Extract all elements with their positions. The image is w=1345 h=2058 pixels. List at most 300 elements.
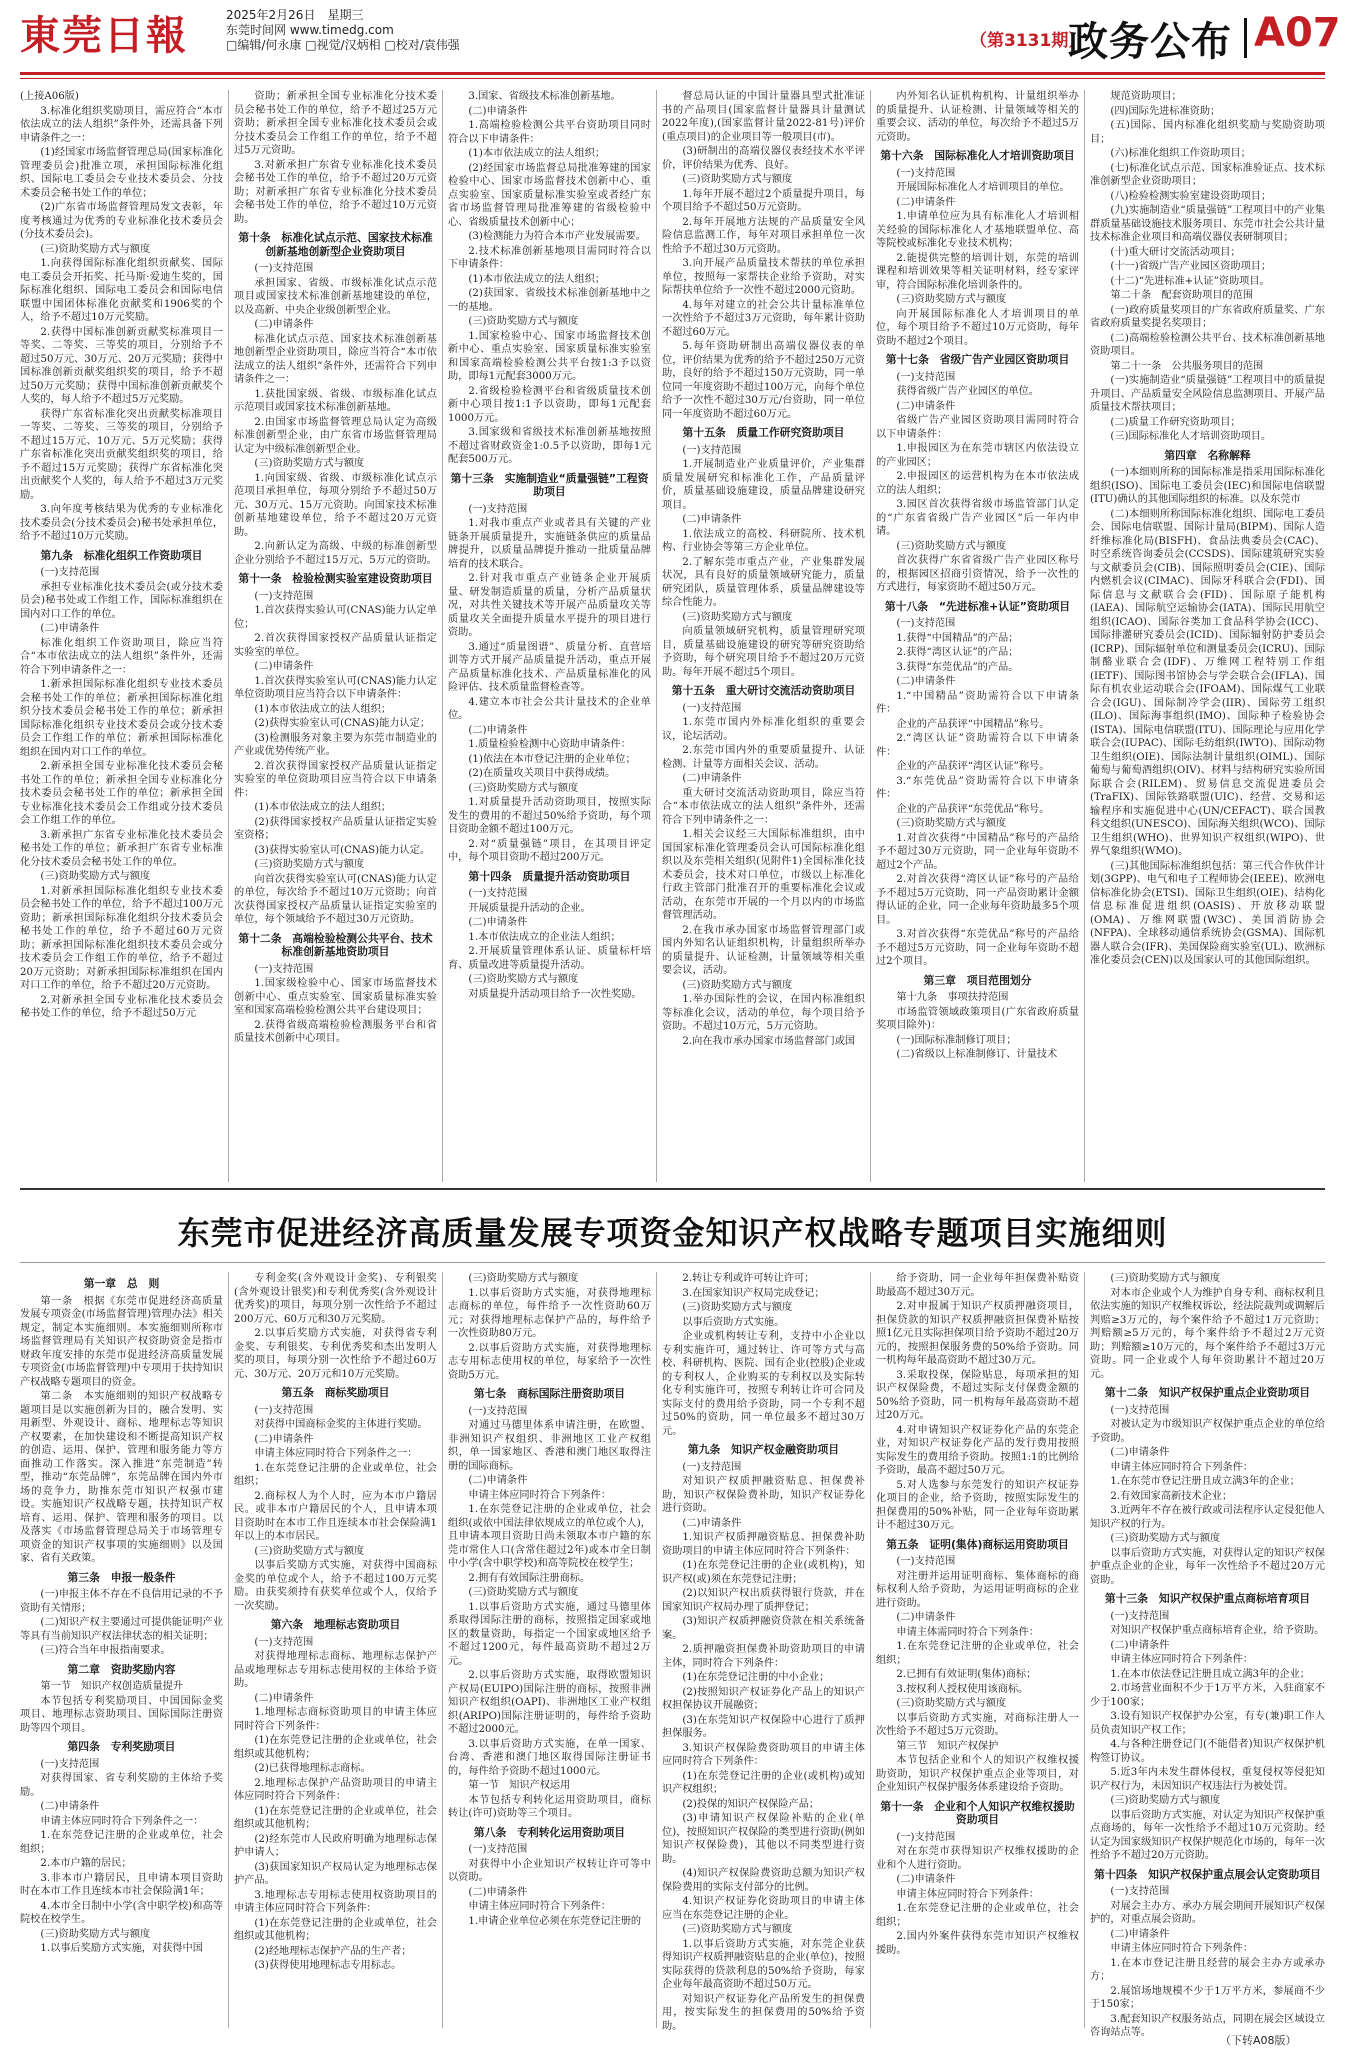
- top-column-2: [234, 90, 437, 1182]
- paragraph: 申请主体需同时符合下列条件：: [896, 1626, 1040, 1638]
- clause-heading: 第三条 申报一般条件: [67, 1570, 176, 1584]
- paragraph: 对获得国家、省专利奖励的主体给予奖励。: [20, 1773, 223, 1798]
- paragraph: 1.东莞市国内外标准化组织的重要会议，论坛活动。: [662, 717, 865, 742]
- paragraph: (2)按照知识产权证券化产品上的知识产权担保协议开展融资；: [662, 1686, 865, 1711]
- website[interactable]: 东莞时间网 www.timedg.com: [226, 23, 394, 37]
- paragraph: 1.以事后资助方式实施，对东莞企业获得知识产权质押融资贴息的企业(单位)，按照实际获得的贷款利息的50%给予资助，每家企业每年最高资助不超过50万元。: [662, 1938, 865, 1990]
- paragraph: 第二十条 配套资助项目的范围: [1110, 290, 1254, 301]
- paragraph: 1.申请企业单位必须在东莞登记注册的: [468, 1915, 642, 1927]
- paragraph: 2.首次获得国家授权产品质量认证指定实验室的单位资助项目应当符合以下申请条件：: [234, 760, 437, 799]
- paragraph: 1.在东莞登记注册的企业或单位，社会组织(或依中国法律依规成立的单位或个人)，且申请本项目资助日尚未领取本市户籍的东莞市常住人口(含常住超过2年)或本市全日制中小学(含中职学校)和高等院校在校学生；: [448, 1504, 651, 1569]
- paragraph: (三)其他国际标准组织包括：第三代合作伙伴计划(3GPP)、电气和电子工程师协会(IEEE)、欧洲电信标准化协会(ETSI)、国际卫生组织(OIE)、结构化信息标准促进组织(OASIS)、开放移动联盟(OMA)、万维网联盟(W3C)、美国消防协会(NFPA)、全球移动通信系统协会(GSMA)、国际机器人联合会(IFR)、美国保险商实验室(UL)、欧洲标准化委员会(CEN)以及国家认可的其他国际组织。: [1090, 860, 1325, 966]
- paragraph: 2.有效国家高新技术企业；: [1110, 1490, 1233, 1502]
- clause-heading: 第十一条 检验检测实验室建设资助项目: [238, 572, 433, 585]
- paragraph: (2)经地理标志保护产品的生产者；: [254, 1945, 412, 1957]
- paragraph: 2.在我市承办国家市场监督管理部门或国内外知名认证组织机构，计量组织所举办的质量提升、认证检测，计量领域等相关重要会议，活动。: [662, 924, 865, 976]
- paragraph: 2.针对我市重点产业链条企业开展质量、研发制造质量的质量，分析产品质量状况，对共性关键技术等开展产品质量攻关等质量攻关全面提升质量水平提升的项目进行资助。: [448, 573, 651, 638]
- paragraph: 2.获得中国标准创新贡献奖标准项目一等奖、二等奖、三等奖的项目，分别给予不超过50万元、30万元、20万元奖励；获得中国标准创新贡献奖组织奖的项目，给予不超过50万元奖励；获得中国标准创新贡献奖个人奖的，每人给予不超过5万元奖励。: [20, 326, 223, 405]
- clause-heading: 第四条 专利奖励项目: [67, 1740, 176, 1753]
- publish-date: 2025年2月26日 星期三: [226, 8, 364, 22]
- paragraph: (3)获国家知识产权局认定为地理标志保护产品。: [234, 1861, 437, 1886]
- article-column-5: [876, 1272, 1079, 2028]
- headline-divider: [20, 1262, 1325, 1263]
- section-title: 政务公布: [1068, 19, 1232, 65]
- paragraph: (三)资助奖励方式与额度: [1110, 1533, 1221, 1544]
- paragraph: (三)资助奖励方式与额度: [682, 174, 793, 185]
- clause-heading: 第九条 标准化组织工作资助项目: [40, 548, 203, 562]
- paragraph: 1.对首次获得“中国精品”称号的产品给予不超过30万元资助，同一企业每年资助不超过2个产品。: [876, 832, 1079, 871]
- paragraph: (二)申请条件: [896, 676, 956, 687]
- paragraph: 3.近两年不存在被行政或司法程序认定侵犯他人知识产权的行为。: [1090, 1505, 1325, 1530]
- paragraph: 1.首次获得实验认可(CNAS)能力认定单位；: [234, 605, 437, 630]
- paragraph: 2.由国家市场监督管理总局认定为高级标准创新型企业，由广东省市场监督管理局认定为中级标准创新型企业。: [234, 416, 437, 455]
- paragraph: (三)资助奖励方式与额度: [40, 1928, 151, 1940]
- clause-heading: 第九条 知识产权金融资助项目: [687, 1443, 840, 1456]
- paragraph: (2)在质量攻关项目中获得成绩。: [468, 768, 616, 779]
- paragraph: (一)支持范围: [682, 444, 742, 456]
- paragraph: 3.向开展产品质量技术帮扶的单位承担单位，按照每一家帮扶企业给予资助，对实际帮扶单位给予一次性不超过2000元资助。: [662, 258, 865, 296]
- paragraph: (十一)省级广告产业园区资助项目；: [1110, 261, 1272, 272]
- paragraph: 3.通过“质量图谱”、质量分析、直营培训等方式开展产品质量提升活动，重点开展产品质量标准化技术、产品质量标准化的风险评估、技术质量监督检查等。: [448, 641, 651, 693]
- article-headline: 东莞市促进经济高质量发展专项资金知识产权战略专题项目实施细则: [177, 1214, 1168, 1252]
- paragraph: (2)获得国家授权产品质量认证指定实验室资格；: [234, 816, 437, 841]
- paragraph: 对注册并运用证明商标、集体商标的商标权利人给予资助，为运用证明商标的企业进行资助。: [876, 1570, 1079, 1609]
- paragraph: 1.相关会议经三大国际标准组织，由中国国家标准化管理委员会认可国际标准化组织以及东莞相关组织(见附件1)全国标准化技术委员会，技术对口单位，市级以上标准化行政主管部门批准召开的重要标准化会议或活动，在东莞市开展的一个月以内的市场监督管理活动。: [662, 829, 865, 921]
- paragraph: (三)资助奖励方式与额度: [1110, 1273, 1221, 1284]
- article-column-3: [448, 1272, 651, 2028]
- paragraph: 2.国内外案件获得东莞市知识产权维权援助。: [876, 1931, 1079, 1956]
- paragraph: (2)经东莞市人民政府明确为地理标志保护申请人；: [234, 1833, 437, 1858]
- paragraph: 1.申请单位应为具有标准化人才培训相关经验的国际标准化人才基地联盟单位、高等院校或标准化专业技术机构；: [876, 211, 1079, 249]
- paragraph: 对本市企业或个人为维护自身专利、商标权利且依法实施的知识产权维权诉讼，经法院裁判或调解后判赔≥3万元的，每个案件给予不超过1万元资助；判赔额≥5万元的，每个案件给予不超过2万元资助；判赔额≥10万元的，每个案件给予不超过3万元资助。同一企业或个人每年资助累计不超过20万元。: [1090, 1287, 1325, 1380]
- paragraph: (一)支持范围: [896, 618, 956, 629]
- paragraph: (二)申请条件: [1110, 1447, 1170, 1458]
- paragraph: 2.对“质量强链”项目，在其项目评定中，每个项目资助不超过200万元。: [448, 838, 651, 863]
- paragraph: 1.对我市重点产业或者具有关键的产业链条开展质量提升，实施链条供应的质量品牌提升，以质量品牌提升推动一批质量品牌培育的技术联合。: [448, 518, 651, 570]
- paragraph: 资助；新承担全国专业标准化分技术委员会秘书处工作的单位，给予不超过25万元资助；新承担全国专业标准化技术委员会或分技术委员会工作组工作的单位，给予不超过5万元资助。: [234, 91, 437, 156]
- paragraph: (一)支持范围: [40, 567, 100, 578]
- paragraph: (1)在东莞登记注册的企业(或机构)，知识产权(或)须在东莞登记注册；: [662, 1560, 865, 1585]
- paragraph: 本节包括企业和个人的知识产权维权援助资助，知识产权保护重点企业等项目，对企业知识产权保护服务体系建设给予资助。: [876, 1755, 1079, 1793]
- paragraph: 第一条 根据《东莞市促进经济高质量发展专项资金(市场监督管理)管理办法》相关规定，制定本实施细则。本实施细则所称市场监督管理局有关知识产权资助资金是指市财政年度安排的东莞市促进经济高质量发展专项资金(市场监督管理)中专项用于扶持知识产权战略专题项目的资金。: [20, 1295, 223, 1388]
- paragraph: 1.申报园区为在东莞市辖区内依法设立的产业园区；: [876, 443, 1079, 468]
- paragraph: 3.在国家知识产权局完成登记；: [682, 1287, 825, 1299]
- paragraph: (九)实施制造业“质量强链”工程项目中的产业集群质量基础设施技术服务项目、东莞市社会公共计量技术标准企业项目和高端仪器仪表研制项目；: [1090, 205, 1325, 243]
- paragraph: (二)申请条件: [254, 319, 314, 330]
- paragraph: (三)资助奖励方式与额度: [1110, 1795, 1221, 1806]
- paragraph: 2.开展质量管理体系认证、质量标杆培育、质量改进等质量提升活动。: [448, 946, 651, 971]
- paragraph: 1.在本市依法登记注册且成立满3年的企业；: [1110, 1668, 1310, 1680]
- column-divider: [656, 1272, 657, 2028]
- paragraph: 3.向年度考核结果为优秀的专业标准化技术委员会(分技术委员会)秘书处承担单位，给予不超过10万元奖励。: [20, 504, 223, 542]
- paragraph: 申请主体应同时符合下列条件：: [468, 1901, 612, 1912]
- paragraph: (一)本细则所称的国际标准是指采用国际标准化组织(ISO)、国际电工委员会(IEC)和国际电信联盟(ITU)确认的其他国际组织的标准。以及东莞市: [1090, 467, 1325, 505]
- paragraph: (一)支持范围: [682, 702, 742, 714]
- paragraph: (三)资助奖励方式与额度: [682, 611, 793, 623]
- paragraph: (一)支持范围: [1110, 1610, 1170, 1622]
- top-column-3: [448, 90, 651, 1182]
- column-divider: [442, 90, 443, 1182]
- paragraph: 标准化试点示范、国家技术标准创新基地创新型企业资助项目，除应当符合“本市依法成立的法人组织”条件外，还需符合下列申请条件之一：: [234, 333, 437, 385]
- paragraph: 1.质量检验检测中心资助申请条件：: [468, 739, 631, 750]
- top-rule-thin: [20, 78, 1325, 79]
- paragraph: (1)在东莞登记注册的企业或单位，社会组织或其他机构；: [234, 1917, 437, 1942]
- paragraph: (一)支持范围: [468, 1844, 528, 1855]
- paragraph: (三)资助奖励方式与额度: [40, 243, 151, 255]
- paragraph: 规范资助项目；: [1110, 91, 1182, 102]
- paragraph: (三)资助奖励方式与额度: [896, 294, 1007, 305]
- paragraph: (二)高端检验检测公共平台、技术标准创新基地资助项目。: [1090, 332, 1325, 357]
- paragraph: 第二十一条 公共服务项目的范围: [1110, 360, 1264, 372]
- paragraph: 3.非本市户籍居民，且申请本项目资助时在本市工作且连续本市社会保险满1年；: [20, 1872, 223, 1897]
- paragraph: 1.在东莞登记注册的企业或单位，社会组织；: [234, 1462, 437, 1487]
- paragraph: (1)在东莞登记注册的企业或单位，社会组织或其他机构；: [234, 1805, 437, 1830]
- paragraph: (2)投保的知识产权保险产品；: [682, 1798, 820, 1810]
- paragraph: (1)本市依法成立的法人组织；: [468, 148, 606, 159]
- clause-heading: 第四章 名称解释: [1164, 448, 1251, 462]
- paragraph: 对质量提升活动项目给予一次性奖励。: [468, 988, 642, 1000]
- paragraph: (三)资助奖励方式与额度: [40, 871, 151, 882]
- paragraph: 1.知识产权质押融资贴息、担保费补助资助项目的申请主体应同时符合下列条件：: [662, 1532, 865, 1557]
- clause-heading: 第六条 地理标志资助项目: [270, 1618, 401, 1631]
- paragraph: 1.“中国精品”资助需符合以下申请条件：: [876, 690, 1079, 715]
- paragraph: 专利金奖(含外观设计金奖)、专利银奖(含外观设计银奖)和专利优秀奖(含外观设计优秀奖)的项目，每项分别一次性给予不超过200万元、60万元和30万元奖励。: [234, 1273, 437, 1325]
- paragraph: 本节包括专利转化运用资助项目，商标转让(许可)资助等三个项目。: [448, 1794, 651, 1819]
- paragraph: (一)支持范围: [254, 963, 314, 975]
- paragraph: 1.开展制造业产业质量评价，产业集群质量发展研究和标准化工作，产品质量评价，质量基础设施建设，质量品牌建设研究项目。: [662, 459, 865, 511]
- paragraph: (2)获得实验室认可(CNAS)能力认定；: [254, 718, 431, 729]
- paragraph: (三)资助奖励方式与额度: [896, 818, 1007, 829]
- paragraph: (一)支持范围: [40, 1758, 100, 1770]
- clause-heading: 第十条 标准化试点示范、国家技术标准创新基地创新型企业资助项目: [238, 231, 433, 258]
- paragraph: 2.了解东莞市重点产业，产业集群发展状况，具有良好的质量领域研究能力，质量研究团队，质量管理体系，质量品牌建设等综合性能力。: [662, 556, 865, 608]
- clause-heading: 第八条 专利转化运用资助项目: [473, 1825, 626, 1839]
- paragraph: (2)广东省市场监督管理局发文表彰，年度考核通过为优秀的专业标准化技术委员会(分技术委员会)。: [20, 202, 223, 240]
- paragraph: 申请主体应同时符合下列条件之一：: [40, 1815, 204, 1827]
- paragraph: 1.以事后资助方式实施，对获得地理标志商标的单位，每件给予一次性资助60万元；对获得地理标志保护产品的，每件给予一次性资助80万元。: [448, 1287, 651, 1339]
- paragraph: (1)在东莞登记注册的中小企业；: [682, 1672, 830, 1683]
- paragraph: 2.以事后奖励方式实施，对获得省专利金奖、专利银奖、专利优秀奖和杰出发明人奖的项目，每项分别一次性给予不超过60万元、30万元、20万元和10万元奖励。: [234, 1328, 437, 1380]
- paragraph: 企业的产品获评“湾区认证”称号。: [896, 761, 1050, 772]
- paragraph: 2.能提供完整的培训计划，东莞的培训课程和培训效果等相关证明材料，经专家评审，符合国际标准化培训条件的。: [876, 252, 1079, 291]
- paragraph: (二)省级以上标准制修订、计量技术: [896, 1049, 1058, 1060]
- paragraph: 内外知名认证机构机构、计量组织举办的质量提升、认证检测、计量领域等相关的重要会议、活动的单位，每次给予不超过5万元资助。: [876, 91, 1079, 143]
- paragraph: (一)支持范围: [682, 1461, 742, 1473]
- paragraph: 1.依法成立的高校、科研院所、技术机构、行业协会等第三方企业单位。: [662, 528, 865, 553]
- paragraph: (2)获国家、省级技术标准创新基地中之一的基地。: [448, 288, 651, 313]
- paragraph: 2.以事后资助方式实施，对获得地理标志专用标志使用权的单位，每家给予一次性资助5万元。: [448, 1342, 651, 1381]
- paragraph: 申请主体应同时符合下列条件之一：: [254, 1448, 418, 1459]
- paragraph: (一)支持范围: [468, 1405, 528, 1417]
- paragraph: 2.对新承担全国专业标准化技术委员会秘书处工作的单位，给予不超过50万元: [20, 994, 223, 1019]
- paragraph: (3)申请知识产权保险补贴的企业(单位)，按照知识产权保险的类型进行资助(例如知识产权保险费)，其他以不同类型进行资助。: [662, 1813, 865, 1865]
- clause-heading: 第十三条 实施制造业“质量强链”工程资助项目: [450, 471, 649, 498]
- paragraph: (一)国际标准制修订项目；: [896, 1034, 1017, 1046]
- paragraph: (3)在东莞知识产权保险中心进行了质押担保服务。: [662, 1714, 865, 1739]
- paragraph: 向首次获得实验室认可(CNAS)能力认定的单位，每次给予不超过10万元资助；向首次获得国家授权产品质量认证指定实验室的单位，每个领域给予不超过30万元资助。: [234, 873, 437, 925]
- paragraph: (二)申请条件: [682, 1517, 742, 1529]
- paragraph: 第一节 知识产权创造质量提升: [40, 1681, 184, 1692]
- paragraph: 对知识产权证券化产品所发生的担保费用，按实际发生的担保费用的50%给予资助。: [662, 1993, 865, 2032]
- paragraph: (三)资助奖励方式与额度: [896, 540, 1007, 552]
- paragraph: (二)申请条件: [1110, 1928, 1170, 1940]
- paragraph: 1.举办国际性的会议，在国内标准组织等标准化会议，活动的单位，每个项目给予资助。不超过10万元，5万元资助。: [662, 994, 865, 1032]
- paragraph: 2.对申报属于知识产权质押融资项目，担保贷款的知识产权质押融资担保费补贴按照1亿元且实际担保项目给予资助不超过20万元的，按照担保服务费的50%给予资助。同一机构每年最高资助不超过30万元。: [876, 1301, 1079, 1366]
- clause-heading: 第十二条 高端检验检测公共平台、技术标准创新基地资助项目: [238, 931, 433, 958]
- paragraph: (三)资助奖励方式与额度: [468, 974, 579, 985]
- paragraph: (二)申请条件: [468, 917, 528, 928]
- paragraph: (三)资助奖励方式与额度: [468, 316, 579, 327]
- paragraph: 对通过马德里体系申请注册，在欧盟、非洲知识产权组织、非洲地区工业产权组织，单一国家地区、香港和澳门地区取得注册的国际商标。: [448, 1420, 651, 1472]
- paragraph: (二)申请条件: [896, 1612, 956, 1623]
- paragraph: 3.“东莞优品”资助需符合以下申请条件：: [876, 775, 1079, 800]
- paragraph: 5.对人选参与东莞发行的知识产权证券化项目的企业，给予资助，按照实际发生的担保费用的50%补贴，同一企业每年资助累计不超过30万元。: [876, 1479, 1079, 1531]
- clause-heading: 第十五条 质量工作研究资助项目: [682, 426, 845, 439]
- paragraph: 对获得中小企业知识产权转让许可等中以资助。: [448, 1858, 651, 1883]
- clause-heading: 第十四条 质量提升活动资助项目: [468, 869, 631, 883]
- paragraph: 4.与各种注册登记门(不能借者)知识产权保护机构签订协议。: [1090, 1739, 1325, 1764]
- paragraph: 第十九条 事项扶持范围: [896, 992, 1009, 1003]
- paragraph: (1)依法在本市登记注册的企业单位；: [468, 753, 636, 765]
- paragraph: 2.技术标准创新基地项目需同时符合以下申请条件：: [448, 245, 651, 270]
- column-divider: [870, 1272, 871, 2028]
- paragraph: (二)申请条件: [1110, 1639, 1170, 1651]
- paragraph: (1)本市依法成立的法人组织；: [254, 802, 392, 813]
- article-column-1: [20, 1272, 223, 2028]
- clause-heading: 第二章 资助奖励内容: [67, 1662, 176, 1676]
- paragraph: 对知识产权保护重点商标培育企业，给予资助。: [1110, 1625, 1325, 1636]
- newspaper-logo: 東莞日報: [20, 12, 188, 59]
- paragraph: (3)研制出的高端仪器仪表经技术水平评价，评价结果为优秀、良好。: [662, 146, 865, 171]
- paragraph: (五)国际、国内标准化组织奖励与奖励资助项目；: [1090, 120, 1325, 145]
- paragraph: 5.每年资助研制出高端仪器仪表的单位，评价结果为优秀的给予不超过250万元资助，良好的给予不超过150万元资助，同一单位同一年度资助不超过100万元，向每个单位给予一次性不超过30万元/台资助，同一单位同一年度资助不超过60万元。: [662, 341, 865, 420]
- paragraph: 3.获得“东莞优品”的产品。: [896, 661, 1019, 673]
- paragraph: 第三节 知识产权保护: [896, 1740, 999, 1752]
- clause-heading: 第五条 证明(集体)商标运用资助项目: [886, 1537, 1069, 1551]
- paragraph: 企业的产品获评“东莞优品”称号。: [896, 803, 1050, 815]
- paragraph: 申请主体应同时符合下列条件：: [1110, 1461, 1254, 1473]
- paragraph: (1)在东莞登记注册的企业或单位，社会组织或其他机构；: [234, 1735, 437, 1760]
- paragraph: (一)实施制造业“质量强链”工程项目中的质量提升项目、产品质量安全风险信息监测项目、开展产品质量技术帮扶项目；: [1090, 375, 1325, 413]
- paragraph: (二)申请条件: [254, 1433, 314, 1445]
- paragraph: 申请主体应同时符合下列条件：: [1110, 1654, 1254, 1665]
- paragraph: 3.按权利人授权使用该商标。: [896, 1683, 1029, 1695]
- paragraph: 申请主体应同时符合下列条件：: [468, 1489, 612, 1501]
- paragraph: (3)获得实验室认可(CNAS)能力认定。: [254, 844, 431, 856]
- column-divider: [870, 90, 871, 1182]
- column-divider: [1084, 90, 1085, 1182]
- paragraph: (三)资助奖励方式与额度: [254, 458, 365, 469]
- paragraph: 市场监管领域政策项目(广东省政府质量奖项目除外)：: [876, 1006, 1079, 1031]
- paragraph: 1.在东莞市登记注册且成立满3年的企业；: [1110, 1476, 1300, 1487]
- paragraph: 申请主体应同时符合下列条件：: [1110, 1943, 1254, 1954]
- paragraph: (三)资助奖励方式与额度: [468, 1273, 579, 1284]
- paragraph: (一)支持范围: [254, 590, 314, 602]
- paragraph: (二)本细则所称国际标准化组织、国际电工委员会、国际电信联盟、国际计量局(BIPM)、国际人造纤维标准化局(BISFH)、食品法典委员会(CAC)、时空系统咨询委员会(CCSDS)、国际建筑研究实验与文献委员会(CIB)、国际照明委员会(CIE)、国际内燃机会议(CIMAC)、国际牙科联合会(FDI)、国际信息与文献联合会(FID)、国际原子能机构(IAEA)、国际航空运输协会(IATA)、国际民用航空组织(ICAO)、国际谷类加工食品科学协会(ICC)、国际排灌研究委员会(ICID)、国际辐射防护委员会(ICRP)、国际辐射单位和测量委员会(ICRU)、国际制酪业联合会(IDF)、万维网工程特别工作组(IETF)、国际图书馆协会与学会联合会(IFLA)、国际有机农业运动联合会(IFOAM)、国际煤气工业联合会(IGU)、国际制冷学会(IIR)、国际劳工组织(ILO)、国际海事组织(IMO)、国际种子检验协会(ISTA)、国际电信联盟(ITU)、国际理论与应用化学联合会(IUPAC)、国际毛纺组织(IWTO)、国际动物卫生组织(OIE)、国际法制计量组织(OIML)、国际葡萄与葡萄酒组织(OIV)、材料与结构研究实验所国际联合会(RILEM)、贸易信息交流促进委员会(TraFIX)、国际铁路联盟(UIC)、经营、交易和运输程序和实施促进中心(UN/CEFACT)、联合国教科文组织(UNESCO)、国际海关组织(WCO)、国际卫生组织(WHO)、世界知识产权组织(WIPO)、世界气象组织(WMO)。: [1090, 508, 1325, 857]
- paragraph: 企业的产品获评“中国精品”称号。: [896, 718, 1050, 730]
- paragraph: 3.对首次获得“东莞优品”称号的产品给予不超过5万元资助，同一企业每年资助不超过2个项目。: [876, 929, 1079, 967]
- clause-heading: 第一章 总 则: [83, 1277, 160, 1290]
- paragraph: (二)质量工作研究资助项目；: [1110, 416, 1241, 428]
- paragraph: 1.获得“中国精品”的产品；: [896, 632, 1019, 644]
- paragraph: 开展国际标准化人才培训项目的单位。: [896, 182, 1070, 193]
- paragraph: (上接A06版): [20, 91, 79, 102]
- paragraph: 本节包括专利奖励项目、中国国际金奖项目、地理标志资助项目、国际国际注册资助等四个项目。: [20, 1695, 223, 1734]
- paragraph: (二)申请条件: [682, 514, 742, 525]
- paragraph: (四)国际先进标准资助；: [1110, 105, 1221, 117]
- paragraph: 企业或机构转让专利，支持中小企业以专利实施许可，通过转让、许可等方式与高校、科研机构、医院、国有企业(控股)企业或的专利权人，企业购买的专利权以及实际转化专利实施许可，按照专利转让许可合同及实际支付的费用给予资助，同一个专利不超过50%的资助，同一单位最多不超过30万元。: [662, 1331, 865, 1437]
- paragraph: 3.国家级和省级技术标准创新基地按照不超过省财政资金1:0.5予以资助，即每1元配套500万元。: [448, 427, 651, 465]
- top-column-5: [876, 90, 1079, 1182]
- paragraph: 省级广告产业园区资助项目需同时符合以下申请条件：: [876, 415, 1079, 440]
- clause-heading: 第十一条 企业和个人知识产权维权援助资助项目: [880, 1799, 1075, 1826]
- paragraph: (一)支持范围: [468, 888, 528, 899]
- paragraph: 首次获得广东省省级广告产业园区称号的，根据园区招商引资情况，给予一次性的方式进行，每家资助不超过50万元。: [876, 555, 1079, 593]
- column-divider: [228, 90, 229, 1182]
- paragraph: 承担国家、省级、市级标准化试点示范项目或国家技术标准创新基地建设的单位，以及高新、中央企业级创新型企业。: [234, 277, 437, 316]
- paragraph: (七)标准化试点示范、国家标准验证点、技术标准创新型企业资助项目；: [1090, 162, 1325, 187]
- paragraph: 1.向国家级、省级、市级标准化试点示范项目承担单位，每项分别给予不超过50万元、30万元、15万元资助。向国家技术标准创新基地建设单位，给予不超过20万元资助。: [234, 472, 437, 538]
- section-separator: [1244, 18, 1247, 58]
- paragraph: (三)资助奖励方式与额度: [682, 1924, 793, 1935]
- paragraph: (二)申请条件: [40, 623, 100, 634]
- section-divider: [20, 1188, 1325, 1190]
- paragraph: 督总局认证的中国计量器具型式批准证书的产品项目(国家监督计量器具计量测试2022年度),(国家监督计量2022-81号)评价(重点项目)的企业项目等一般项目(市)。: [662, 91, 865, 143]
- paragraph: (2)以知识产权出质获得银行贷款，并在国家知识产权局办理了质押登记；: [662, 1588, 865, 1613]
- paragraph: 第二条 本实施细则的知识产权战略专题项目是以实施创新为目的，融合发明、实用新型、外观设计、商标、地理标志等知识产权要素，在加快建设和不断提高知识产权的创造、运用、保护、管理和服务能力等方面推动工作落实。深入推进“东莞制造”转型，推动“东莞品牌”，东莞品牌在国内外市场的竞争力，助推东莞市知识产权强市建设。实施知识产权战略专题，扶持知识产权培育、运用、保护、管理和服务的项目。以及落实《市场监督管理总局关于市场管理专项资金的知识产权事项的实施细则》以及国家、省有关政策。: [20, 1391, 223, 1564]
- paragraph: (4)知识产权保险费资助总额为知识产权保险费用的实际支付部分的比例。: [662, 1868, 865, 1893]
- editors-credit: □编辑/何永康 □视觉/汉炳相 □校对/袁伟强: [226, 38, 460, 52]
- paragraph: 标准化组织工作资助项目，除应当符合“本市依法成立的法人组织”条件外，还需符合下列申请条件之一：: [20, 637, 223, 676]
- paragraph: 1.本市依法成立的企业法人组织；: [468, 931, 621, 943]
- paragraph: 3.知识产权保险费资助项目的申请主体应同时符合下列条件：: [662, 1742, 865, 1767]
- paragraph: 2.商标权人为个人时，应为本市户籍居民。或非本市户籍居民的个人，且申请本项目资助时在本市工作且连续本市社会保险满1年以上的本市居民。: [234, 1490, 437, 1542]
- paragraph: (3)检测服务对象主要为东莞市制造业的产业或优势传统产业。: [234, 732, 437, 757]
- paragraph: (二)申请条件: [468, 1886, 528, 1898]
- paragraph: 以事后资助方式实施。: [682, 1316, 785, 1328]
- paragraph: (三)资助奖励方式与额度: [682, 979, 793, 991]
- top-column-4: [662, 90, 865, 1182]
- paragraph: (三)资助奖励方式与额度: [896, 1698, 1007, 1709]
- paragraph: (三)国际标准化人才培训资助项目。: [1110, 431, 1272, 442]
- paragraph: 获得省级广告产业园区的单位。: [896, 386, 1040, 397]
- paragraph: 2.转让专利或许可转让许可；: [682, 1273, 815, 1284]
- paragraph: (1)本市依法成立的法人组织；: [468, 273, 606, 285]
- paragraph: 3.对新承担广东省专业标准化技术委员会秘书处工作的单位，给予不超过20万元资助；对新承担广东省专业标准化分技术委员会秘书处工作的单位，给予不超过10万元资助。: [234, 159, 437, 225]
- paragraph: 2.获得省级高端检验检测服务平台和省质量技术创新中心项目。: [234, 1019, 437, 1044]
- paragraph: (二)申请条件: [682, 773, 742, 784]
- paragraph: (1)经国家市场监督管理总局(国家标准化管理委员会)批准立项，承担国际标准化组织、国际电工委员会专业技术委员会、分技术委员会秘书处工作的单位；: [20, 147, 223, 199]
- paragraph: (一)支持范围: [1110, 1404, 1170, 1416]
- top-column-1: [20, 90, 223, 1182]
- paragraph: 2.获得“湾区认证”的产品；: [896, 647, 1019, 658]
- paragraph: (一)支持范围: [254, 1636, 314, 1648]
- paragraph: 3.新承担广东省专业标准化技术委员会秘书处工作的单位；新承担广东省专业标准化分技术委员会秘书处工作的单位。: [20, 829, 223, 868]
- paragraph: 重大研讨交流活动资助项目，除应当符合“本市依法成立的法人组织”条件外，还需符合下列申请条件之一：: [662, 787, 865, 826]
- paragraph: (三)符合当年申报指南要求。: [40, 1645, 171, 1656]
- paragraph: 2.向新认定为高级、中级的标准创新型企业分别给予不超过15万元、5万元的资助。: [234, 541, 437, 566]
- paragraph: 1.国家检验中心、国家市场监督技术创新中心、重点实验室、国家质量标准实验室和国家高端检验检测公共平台按1:3予以资助，即每1元配套3000万元。: [448, 330, 651, 382]
- column-divider: [228, 1272, 229, 2028]
- paragraph: 对获得中国商标金奖的主体进行奖励。: [254, 1419, 428, 1430]
- paragraph: (3)检测能力为符合本市产业发展需要。: [468, 231, 646, 242]
- paragraph: 1.地理标志商标资助项目的申请主体应同时符合下列条件：: [234, 1707, 437, 1732]
- paragraph: 2.向在我市承办国家市场监督部门或国: [682, 1035, 856, 1047]
- paragraph: 1.每年开展不超过2个质量提升项目，每个项目给予不超过50万元资助。: [662, 188, 865, 213]
- paragraph: 4.对申请知识产权证券化产品的东莞企业，对知识产权证券化产品的发行费用按照实际发生的费用给予资助。按照1:1的比例给予资助，最高不超过50万元。: [876, 1424, 1079, 1476]
- clause-heading: 第十七条 省级广告产业园区资助项目: [885, 353, 1070, 366]
- paragraph: 1.对新承担国际标准化组织专业技术委员会秘书处工作的单位，给予不超过100万元资助；新承担国际标准化组织分技术委员会秘书处工作的单位，给予不超过60万元资助；新承担国际标准化组织技术委员会或分技术委员会工作组工作的单位，给予不超过20万元资助；对新承担国际标准组织在国内对口工作的单位，给予不超过20万元资助。: [20, 885, 223, 991]
- paragraph: (二)申请条件: [468, 105, 528, 117]
- paragraph: (一)支持范围: [896, 1556, 956, 1567]
- paragraph: 对展会主办方、承办方展会期间开展知识产权保护的，对重点展会资助。: [1090, 1900, 1325, 1925]
- paragraph: (3)获得使用地理标志专用标志。: [254, 1960, 402, 1971]
- top-rule: [20, 72, 1325, 75]
- article-column-6: [1090, 1272, 1325, 2038]
- paragraph: 3.国家、省级技术标准创新基地。: [468, 91, 621, 102]
- paragraph: 2.东莞市国内外的重要质量提升、认证检测、计量等方面相关会议、活动。: [662, 745, 865, 770]
- clause-heading: 第十三条 知识产权保护重点商标培育项目: [1104, 1592, 1311, 1605]
- paragraph: (一)支持范围: [468, 503, 528, 515]
- paragraph: 对获得地理标志商标、地理标志保护产品或地理标志专用标志使用权的主体给予资助。: [234, 1651, 437, 1689]
- paragraph: 给予资助，同一企业每年担保费补贴资助最高不超过30万元。: [876, 1273, 1079, 1298]
- paragraph: 3.园区首次获得省级市场监管部门认定的“广东省省级广告产业园区”后一年内申请。: [876, 499, 1079, 537]
- paragraph: 1.首次获得实验室认可(CNAS)能力认定单位资助项目应当符合以下申请条件：: [234, 675, 437, 700]
- paragraph: (三)资助奖励方式与额度: [468, 782, 579, 794]
- paragraph: (1)在东莞登记注册的企业(或机构)或知识产权组织；: [662, 1770, 865, 1795]
- paragraph: 4.本市全日制中小学(含中职学校)和高等院校在校学生。: [20, 1900, 223, 1925]
- paragraph: 向质量领域研究机构，质量管理研究项目，质量基础设施建设的研究等研究资助给予资助，每个研究项目给予不超过20万元资助。每年开展不超过5个项目。: [662, 626, 865, 678]
- paragraph: (2)经国家市场监督总局批准筹建的国家检验中心、国家市场监督技术创新中心、重点实验室、国家质量标准实验室或者经广东省市场监督管理局批准筹建的省级检验中心、省级质量技术创新中心；: [448, 162, 651, 228]
- article-column-2: [234, 1272, 437, 2028]
- paragraph: 1.获批国家级、省级、市级标准化试点示范项目或国家技术标准创新基地。: [234, 388, 437, 413]
- paragraph: 1.以事后奖励方式实施，对获得中国: [40, 1943, 203, 1954]
- paragraph: 申请主体应同时符合下列条件：: [896, 1888, 1040, 1900]
- paragraph: 开展质量提升活动的企业。: [468, 902, 591, 914]
- paragraph: 2.本市户籍的居民；: [40, 1858, 132, 1869]
- paragraph: 1.在东莞登记注册的企业或单位，社会组织；: [20, 1830, 223, 1855]
- paragraph: 2.首次获得国家授权产品质量认证指定实验室的单位。: [234, 633, 437, 658]
- paragraph: 2.以事后资助方式实施，取得欧盟知识产权局(EUIPO)国际注册的商标，按照非洲知识产权组织(OAPI)、非洲地区工业产权组织(ARIPO)国际注册证明的，每件给予资助不超过2000元。: [448, 1670, 651, 1735]
- paragraph: (一)政府质量奖项目的广东省政府质量奖、广东省政府质量奖提名奖项目；: [1090, 304, 1325, 329]
- clause-heading: 第十五条 重大研讨交流活动资助项目: [671, 684, 856, 697]
- paragraph: (六)标准化组织工作资助项目；: [1110, 148, 1251, 159]
- paragraph: (十二)“先进标准+认证”资助项目。: [1110, 275, 1270, 287]
- paragraph: 以事后奖励方式实施，对获得中国商标金奖的单位或个人，给予不超过100万元奖励。由获奖须持有获奖单位或个人，仅给予一次奖励。: [234, 1560, 437, 1612]
- paragraph: 1.在本市登记注册且经营的展会主办方或承办方；: [1090, 1957, 1325, 1982]
- paragraph: 1.向获得国际标准化组织贡献奖、国际电工委员会开拓奖、托马斯·爱迪生奖的，国际标准化组织、国际电工委员会和国际电信联盟中国团体标准化贡献奖和1906奖的个人，给予不超过10万元奖励。: [20, 258, 223, 323]
- paragraph: (二)申请条件: [468, 724, 528, 736]
- paragraph: 2.已拥有有效证明(集体)商标；: [896, 1669, 1037, 1680]
- paragraph: 承担专业标准化技术委员会(或分技术委员会)秘书处或工作组工作，国际标准组织在国内对口工作的单位。: [20, 581, 223, 620]
- paragraph: 以事后资助方式实施，对商标注册人一次性给予不超过5万元资助。: [876, 1712, 1079, 1737]
- paragraph: 对知识产权质押融资贴息、担保费补助，知识产权保险费补助，知识产权证券化进行资助。: [662, 1476, 865, 1514]
- paragraph: (一)支持范围: [1110, 1886, 1170, 1897]
- paragraph: 1.在东莞登记注册的企业或单位，社会组织；: [876, 1903, 1079, 1928]
- paragraph: 1.高端检验检测公共平台资助项目同时符合以下申请条件：: [448, 120, 651, 145]
- page-number: A07: [1254, 10, 1341, 56]
- paragraph: (二)申请条件: [254, 1692, 314, 1704]
- paragraph: 2.拥有有效国际注册商标。: [468, 1572, 591, 1584]
- paragraph: (一)支持范围: [254, 263, 314, 274]
- paragraph: 3.以事后资助方式实施，在单一国家、台湾、香港和澳门地区取得国际注册证书的，每件给予资助不超过1000元。: [448, 1738, 651, 1777]
- paragraph: 1.在东莞登记注册的企业或单位，社会组织；: [876, 1641, 1079, 1666]
- paragraph: (二)申请条件: [896, 196, 956, 208]
- paragraph: 2.申报园区的运营机构为在本市依法成立的法人组织；: [876, 471, 1079, 496]
- clause-heading: 第七条 商标国际注册资助项目: [473, 1387, 626, 1400]
- column-divider: [656, 90, 657, 1182]
- paragraph: 2.省级检验检测平台和省级质量技术创新中心项目按1:1予以资助，即每1元配套1000万元。: [448, 385, 651, 424]
